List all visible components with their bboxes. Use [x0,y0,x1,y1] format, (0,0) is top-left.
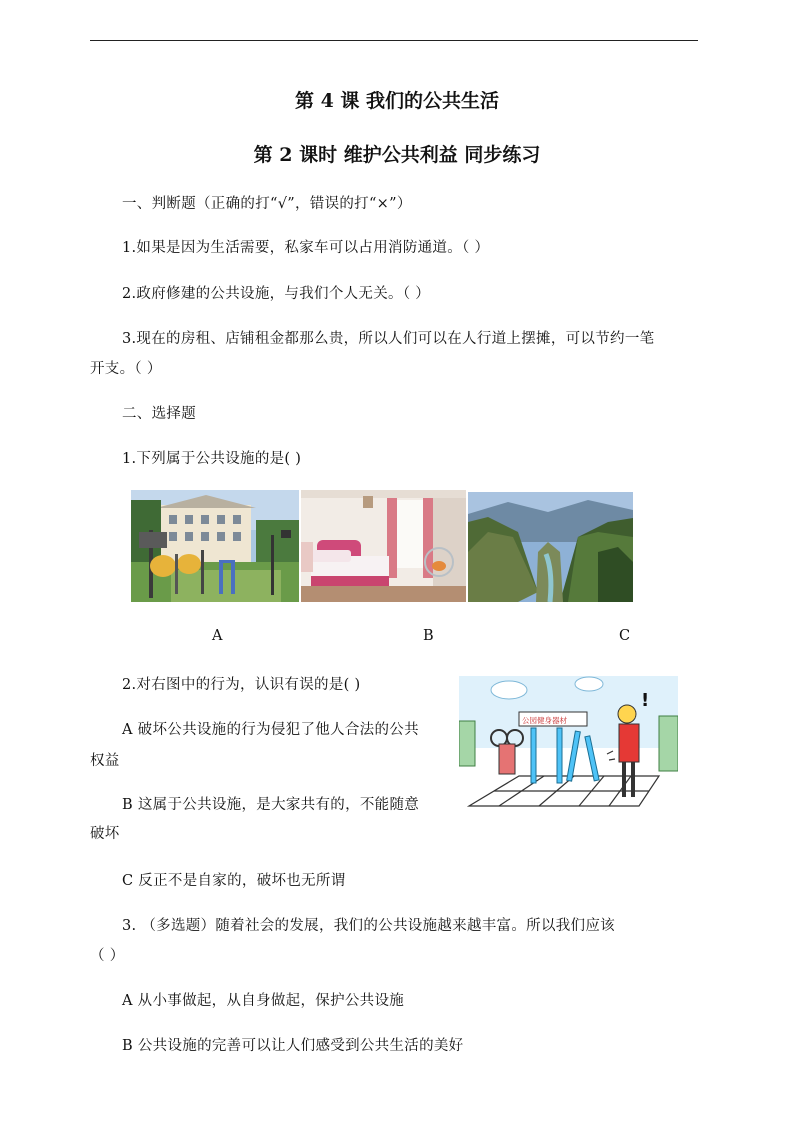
choice-question-1: 1.下列属于公共设施的是( ) [122,451,302,467]
lesson-subtitle: 第 2 课时 维护公共利益 同步练习 [253,144,541,166]
judge-question-2: 2.政府修建的公共设施，与我们个人无关。（ ） [122,286,431,302]
question2-option-a-line1: A 破坏公共设施的行为侵犯了他人合法的公共 [122,722,419,738]
choice-question-3-line2: （ ） [90,948,125,964]
option-a-photo-fitness-equipment [131,490,299,602]
question3-option-b: B 公共设施的完善可以让人们感受到公共生活的美好 [122,1038,464,1054]
question2-option-b-line2: 破坏 [90,826,120,842]
choice-question-3-line1: 3. （多选题）随着社会的发展，我们的公共设施越来越丰富。所以我们应该 [122,918,615,934]
question2-option-a-line2: 权益 [90,753,120,769]
option-a-label: A [212,628,223,644]
svg-text:!: ! [641,690,650,711]
option-b-photo-bedroom [301,490,466,602]
question2-option-b-line1: B 这属于公共设施，是大家共有的，不能随意 [122,797,420,813]
question3-option-a: A 从小事做起，从自身做起，保护公共设施 [122,993,405,1009]
cartoon-broken-fitness-equipment [459,676,678,811]
section1-heading: 一、判断题（正确的打“√”，错误的打“×”） [122,196,412,212]
header-rule [90,40,698,41]
judge-question-1: 1.如果是因为生活需要，私家车可以占用消防通道。（ ） [122,240,490,256]
option-b-label: B [423,628,434,644]
section2-heading: 二、选择题 [122,406,196,422]
judge-question-3-line2: 开支。（ ） [90,361,162,377]
judge-question-3-line1: 3.现在的房租、店铺租金都那么贵，所以人们可以在人行道上摆摊，可以节约一笔 [122,331,655,347]
lesson-title: 第 4 课 我们的公共生活 [294,90,500,112]
question2-option-c: C 反正不是自家的，破坏也无所谓 [122,873,346,889]
choice-question-2: 2.对右图中的行为，认识有误的是( ) [122,677,361,693]
cartoon-sign-text: 公园健身器材 [522,716,567,725]
option-c-photo-canyon [468,492,633,602]
option-c-label: C [619,628,631,644]
